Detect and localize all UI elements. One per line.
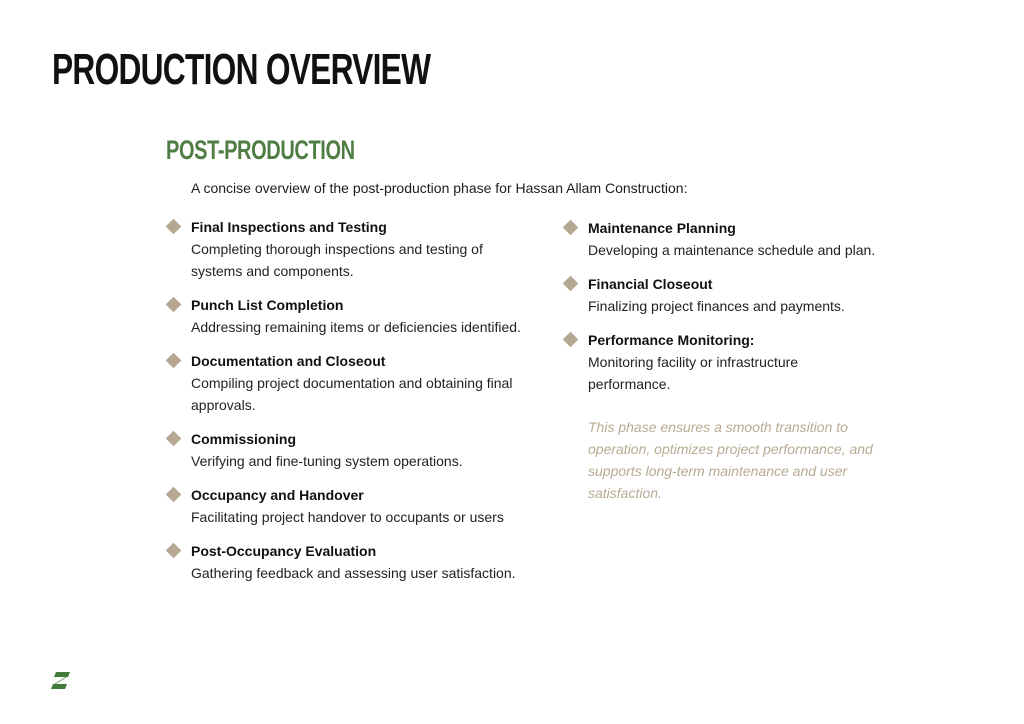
item-title: Maintenance Planning [588,220,736,236]
list-item [166,294,521,338]
list-item [166,484,516,528]
diamond-icon [166,219,182,235]
section-intro: A concise overview of the post-production phase for Hassan Allam Construction: [191,180,688,196]
list-item [166,216,516,282]
item-description: Gathering feedback and assessing user satisfaction. [191,565,516,581]
diamond-icon [563,220,579,236]
list-item [166,540,516,584]
diamond-icon [563,332,579,348]
item-title: Occupancy and Handover [191,487,364,503]
item-description: Completing thorough inspections and testing of systems and components. [191,241,483,279]
item-title: Post-Occupancy Evaluation [191,543,377,559]
list-item [166,350,516,416]
diamond-icon [166,487,182,503]
summary-note: This phase ensures a smooth transition to operation, optimizes project performance, and supports long-term maintenance and user satisfaction. [588,419,873,501]
left-column-list [166,216,521,596]
item-title: Final Inspections and Testing [191,219,387,235]
item-title: Punch List Completion [191,297,344,313]
item-description: Addressing remaining items or deficiencies identified. [191,319,521,335]
item-description: Finalizing project finances and payments. [588,298,845,314]
item-description: Monitoring facility or infrastructure performance. [588,354,799,392]
list-item [563,217,883,261]
diamond-icon [166,297,182,313]
item-description: Compiling project documentation and obtaining final approvals. [191,375,513,413]
page-title: PRODUCTION OVERVIEW [52,45,431,94]
item-description: Facilitating project handover to occupants or users [191,509,504,525]
item-description: Developing a maintenance schedule and plan. [588,242,876,258]
item-title: Performance Monitoring: [588,332,755,348]
diamond-icon [166,353,182,369]
diamond-icon [166,543,182,559]
section-title: POST-PRODUCTION [166,135,355,165]
item-title: Documentation and Closeout [191,353,386,369]
right-column-list [563,217,883,407]
item-title: Financial Closeout [588,276,713,292]
diamond-icon [563,276,579,292]
company-logo-icon [51,672,70,689]
item-title: Commissioning [191,431,297,447]
list-item [563,273,883,317]
list-item [166,428,516,472]
diamond-icon [166,431,182,447]
list-item [563,329,883,395]
item-description: Verifying and fine-tuning system operations. [191,453,463,469]
